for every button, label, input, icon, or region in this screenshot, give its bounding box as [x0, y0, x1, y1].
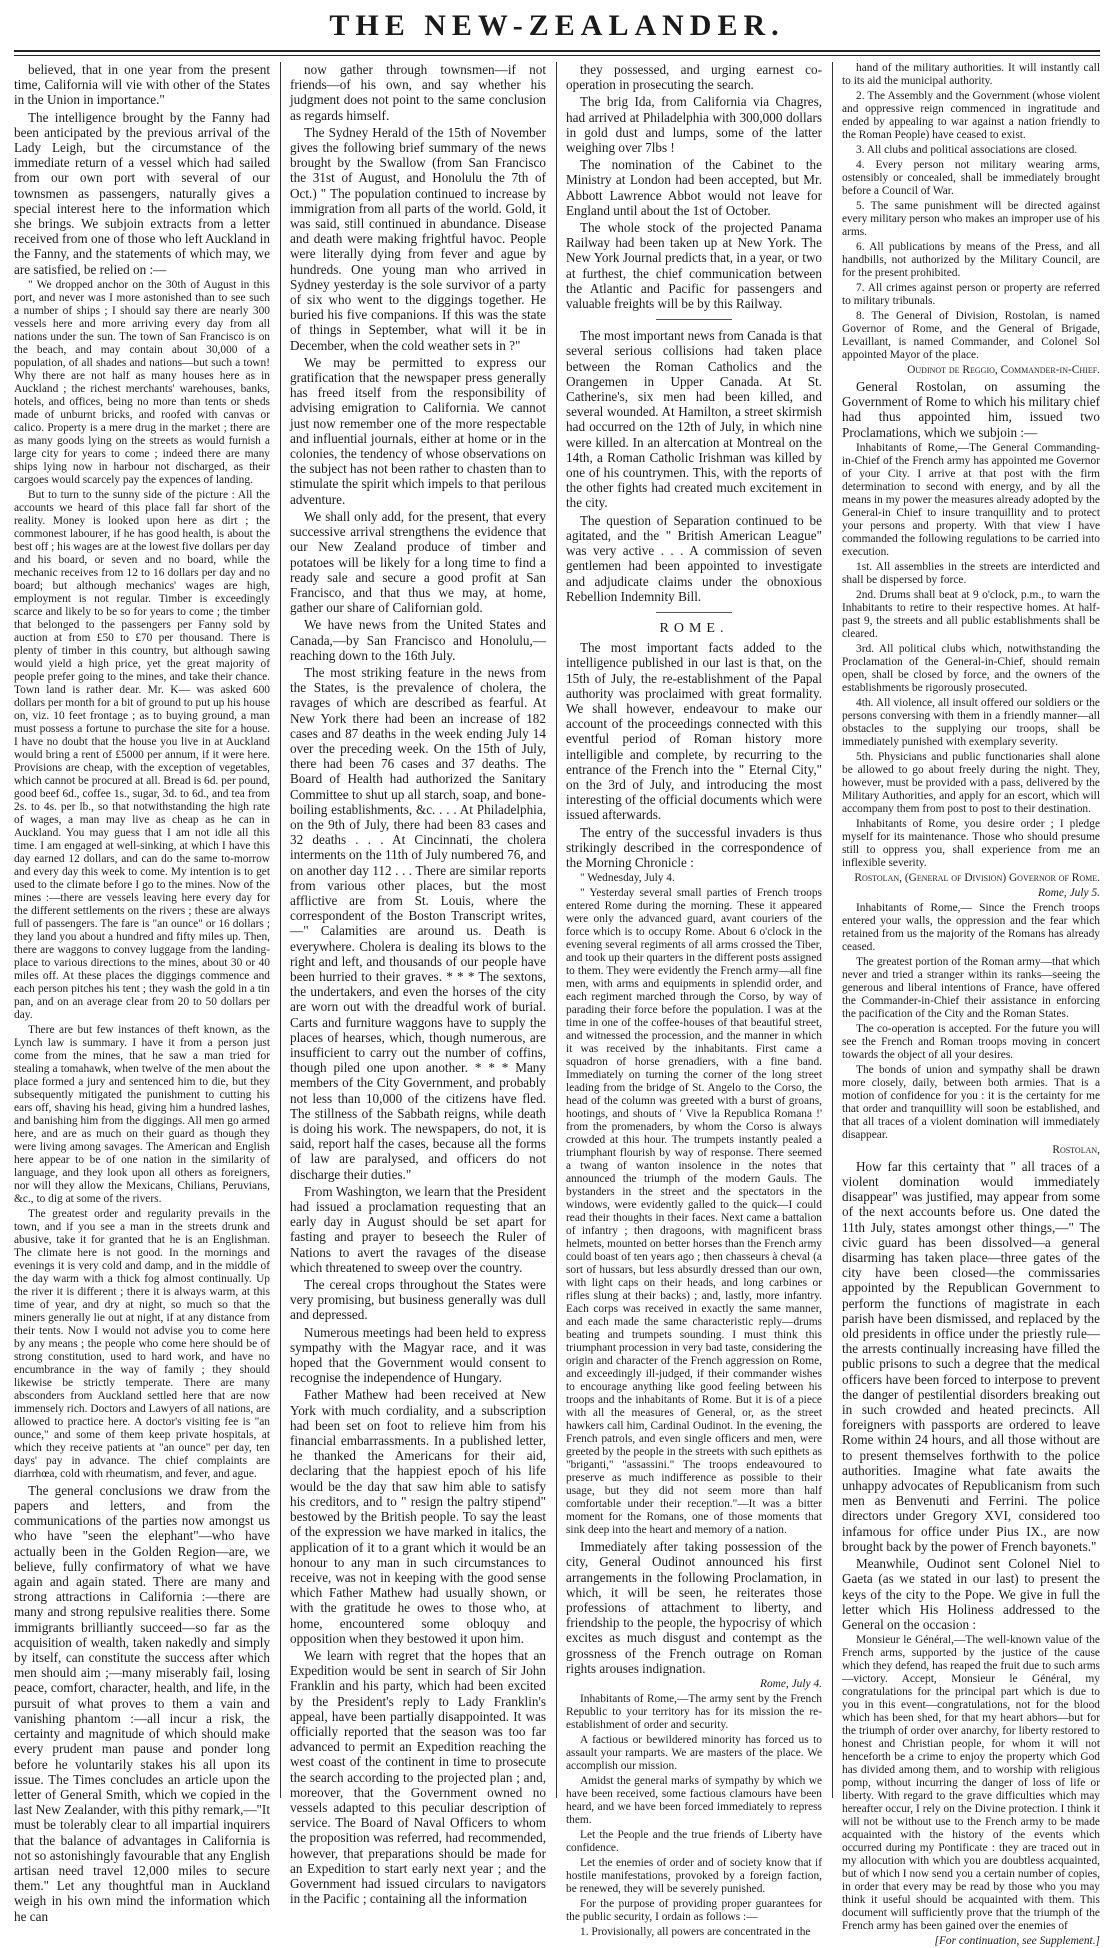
article-paragraph: We learn with regret that the hopes that an Expedition would be sent in search of Sir John Franklin and his party, which had been excited by the President's reply to Lady Franklin's appeal, have been partially disappointed. It was officially reported that the season was too far advanced to permit an Expedition reaching the west coast of the continent in time to prosecute the search according to the projected plan ; and, moreover, that the Government owned no vessels adapted to this peculiar description of service. The Board of Naval Officers to whom the proposition was referred, had recommended, however, that preparations should be made for an Expedition to start early next year ; and the Government had issued circulars to navigators in the Pacific ; containing all the information	[290, 1647, 546, 1907]
article-paragraph: The brig Ida, from California via Chagres, had arrived at Philadelphia with 300,000 dollars in gold dust and lumps, some of the latter weighing over 7lbs !	[566, 94, 822, 156]
article-paragraph: now gather through townsmen—if not friends—of his own, and say whether his judgment does not point to the same conclusion as regards himself.	[290, 62, 546, 123]
article-paragraph: Immediately after taking possession of the city, General Oudinot announced his first arrangements in the following Proclamation, in which, it will be seen, he reiterates those professions of attachment to liberty, and friendship to the people, the hypocrisy of which excites as much disgust and contempt as the grossness of the French outrage on Roman rights arouses indignation.	[566, 1539, 822, 1676]
article-paragraph: The most important facts added to the intelligence published in our last is that, on the 15th of July, the re-establishment of the Papal authority was proclaimed with great formality. We shall however, endeavour to make our account of the proceedings connected with this eventful period of Roman history more intelligible and complete, by recurring to the entrance of the French into the " Eternal City," on the 3rd of July, and introducing the most interesting of the official documents which were issued afterwards.	[566, 640, 822, 823]
article-paragraph: 5. The same punishment will be directed against every military person who makes an improper use of his arms.	[842, 200, 1100, 238]
article-paragraph: The greatest order and regularity prevails in the town, and if you see a man in the streets drunk and abusive, take it for granted that he is an Englishman. The climate here is not good. In the mornings and evenings it is very cold and damp, and in the middle of the day warm with a thick fog almost continually. Up the river it is different ; there it is always warm, at this time of year, and dry at night, so much so that the miners generally lie out at night, if at any distance from their tents. Now I would not advise you to come here by any means ; the people who come here should be of strong constitution, used to hard work, and have no encumbrance in the way of family ; they should likewise be strictly temperate. There are many absconders from Auckland settled here that are now immensely rich. Doctors and Lawyers of all nations, are allowed to practice here. A doctor's visiting fee is "an ounce," and some of them keep private hospitals, at which they receive patients at "an ounce" per day, ten days' pay in advance. The chief complaints are diarrhœa, cold with rheumatism, and fever, and ague.	[14, 1207, 270, 1480]
article-paragraph: There are but few instances of theft known, as the Lynch law is summary. I have it from a person just come from the mines, that he saw a man tried for stealing a tomahawk, when twelve of the men about the place formed a jury and sentenced him to die, but they subsequently mitigated the punishment to cutting his ears off, shaving his head, giving him a hundred lashes, and banishing him from the diggings. All men go armed here, and are as much on their guard as though they were living among savages. The American and English here appear to be of one nation in the similarity of language, and they look upon all others as foreigners, nor will they allow the Mexicans, Chilians, Peruvians, &c., to dig at some of the rivers.	[14, 1023, 270, 1205]
article-paragraph: How far this certainty that " all traces of a violent domination would immediately disappear" was justified, may appear from some of the next accounts before us. One dated the 11th July, states amongst other things,—" The civic guard has been dissolved—a general disarming has taken place—three gates of the city have been closed—the commissaries appointed by the Republican Government to perform the functions of magistrate in each parish have been dismissed, and replaced by the old presidents in office under the priestly rule—the arrests continually increasing have filled the public prisons to such a degree that the medical officers have been forced to interpose to prevent the danger of pestilential disorders breaking out in such crowded and heated precincts. All foreigners with passports are ordered to leave Rome within 24 hours, and all those without are to present themselves forthwith to the police authorities. Imagine what fate awaits the unhappy advocates of Republicanism from such men as Benvenuti and Ferrini. The police directors under Gregory XVI, considered too infamous for office under Pius IX., are now brought back by the power of French bayonets."	[842, 1158, 1100, 1554]
signature: Oudinot de Reggio, Commander-in-Chief.	[907, 364, 1100, 376]
column-1	[14, 62, 270, 1924]
article-paragraph: 3rd. All political clubs which, notwithstanding the Proclamation of the General-in-Chief, should remain open, shall be closed by force, and the owners of the establishments be rigorously prosecuted.	[842, 642, 1100, 694]
article-paragraph: Inhabitants of Rome, you desire order ; I pledge myself for its maintenance. Those who should presume still to oppress you, shall experience from me an inflexible severity.	[842, 817, 1100, 869]
article-paragraph: The most important news from Canada is that several serious collisions had taken place between the Roman Catholics and the Orangemen in Upper Canada. At St. Catherine's, six men had been killed, and several wounded. At Hamilton, a street skirmish had occurred on the 12th of July, in which nine were killed. In an altercation at Montreal on the 14th, a Roman Catholic Irishman was killed by one of his countrymen. This, with the reports of the other fights had created much excitement in the city.	[566, 328, 822, 511]
article-paragraph: 7. All crimes against person or property are referred to military tribunals.	[842, 282, 1100, 307]
article-paragraph: A factious or bewildered minority has forced us to assault your ramparts. We are masters of the place. We accomplish our mission.	[566, 1733, 822, 1772]
article-paragraph: " We dropped anchor on the 30th of August in this port, and never was I more astonished than to see such a number of ships ; I should say there are nearly 300 vessels here and more arriving every day from all nations under the sun. The town of San Francisco is on the beach, and may contain about 30,000 of a population, of all shades and nations—but such a town! Why there are not half as many houses here as in Auckland ; the richest merchants' warehouses, banks, hotels, and offices, being no more than tents or sheds made of unburnt bricks, and roofed with canvas or calico. Property is a mere drug in the market ; there are as many goods lying on the streets as would furnish a large city for years to come ; indeed there are many ships lying now in harbour not discharged, as their cargoes would scarcely pay the expences of landing.	[14, 278, 270, 486]
article-paragraph: " Wednesday, July 4.	[580, 872, 675, 885]
article-paragraph: The cereal crops throughout the States were very promising, but business generally was dull and depressed.	[290, 1277, 546, 1323]
article-paragraph: Inhabitants of Rome,—The army sent by the French Republic to your territory has for its mission the re-establishment of order and security.	[566, 1692, 822, 1731]
article-paragraph: Amidst the general marks of sympathy by which we have been received, some factious clamours have been heard, and we have been forced immediately to repress them.	[566, 1774, 822, 1826]
article-paragraph: Inhabitants of Rome,—The General Commanding-in-Chief of the French army has appointed me Governor of your City. I arrive at that post with the firm determination to second with energy, and by all the means in my power the measures already adopted by the General-in Chief to insure tranquillity and to protect your persons and property. With that view I have commanded the following regulations to be carried into execution.	[842, 441, 1100, 558]
article-paragraph: 1st. All assemblies in the streets are interdicted and shall be dispersed by force.	[842, 560, 1100, 586]
article-paragraph: For the purpose of providing proper guarantees for the public security, I ordain as follows :—	[566, 1897, 822, 1923]
masthead-rule	[14, 50, 1100, 52]
masthead-rule-thin	[14, 55, 1100, 56]
article-paragraph: 4. Every person not military wearing arms, ostensibly or concealed, shall be immediately brought before a Council of War.	[842, 159, 1100, 197]
newspaper-title: THE NEW-ZEALANDER.	[329, 9, 785, 42]
article-paragraph: " Yesterday several small parties of French troops entered Rome during the morning. These it appeared were only the advanced guard, avant couriers of the force which is to occupy Rome. About 6 o'clock in the evening several regiments of all arms crossed the Tiber, and took up their quarters in the different posts assigned to them. They were evidently the French army—all fine men, with arms and equipments in splendid order, and each regiment marched through the Corso, by way of parading their force before the population. I was at the time in one of the coffee-houses of that beautiful street, and witnessed the procession, and the manner in which it was received by the inhabitants. First came a squadron of horse grenadiers, with a fine band. Immediately on turning the corner of the long street leading from the bridge of St. Angelo to the Corso, the head of the column was greeted with a burst of groans, hootings, and shouts of ' Vive la Republica Romana !' from the promenaders, by whom the Corso is always crowded at this hour. The trumpets instantly pealed a triumphant flourish by way of response. There seemed a twang of wanton insolence in the notes that announced the triumph of the modern Gauls. The bystanders in the street and the spectators in the windows, were evidently galled to the quick—I could read their thoughts in their faces. Next came a battalion of infantry ; then dragoons, with magnificent brass helmets, mounted on better horses than the French army could boast of ten years ago ; then chasseurs à cheval (a sort of hussars, but less absurdly dressed than our own, with light caps on their heads, and long carbines or rifles slung at their backs) ; and, lastly, more infantry. Each corps was received in exactly the same manner, and each made the same characteristic reply—drums beating and trumpets sounding. I must think this triumphant procession in very bad taste, considering the origin and character of the French aggression on Rome, and exceedingly ill-judged, if their commander wishes to encourage anything like good feeling between his troops and the inhabitants of Rome. But it is of a piece with all the measures of General, or, as the street hawkers call him, Cardinal Oudinot. In the evening, the French patrols, and even single officers and men, were greeted by the people in the streets with such epithets as "briganti," "assassini." The troops endeavoured to preserve as much indifference as possible to their usage, but they did not seem more than half comfortable under their reception."—It was a bitter moment for the Romans, one of those moments that sink deep into the heart and memory of a nation.	[566, 887, 822, 1537]
column-divider	[556, 62, 557, 1798]
article-paragraph: The entry of the successful invaders is thus strikingly described in the correspondence of the Morning Chronicle :	[566, 824, 822, 870]
column-2	[290, 62, 546, 1907]
article-paragraph: 5th. Physicians and public functionaries shall alone be allowed to go about freely during the night. They, however, must be provided with a pass, delivered by the Military Authorities, and apply for an escort, which will accompany them from post to post to their destination.	[842, 750, 1100, 815]
column-3	[566, 62, 822, 1938]
article-paragraph: they possessed, and urging earnest co-operation in prosecuting the search.	[566, 62, 822, 93]
article-paragraph: General Rostolan, on assuming the Government of Rome to which his military chief had thus appointed him, issued two Proclamations, which we subjoin :—	[842, 379, 1100, 440]
article-paragraph: 2. The Assembly and the Government (whose violent and oppressive reign commenced in ingratitude and ended by appealing to war against a nation friendly to the Roman People) have ceased to exist.	[842, 90, 1100, 141]
section-divider	[656, 612, 733, 613]
article-paragraph: Meanwhile, Oudinot sent Colonel Niel to Gaeta (as we stated in our last) to present the keys of the city to the Pope. We give in full the letter which His Holiness addressed to the General on the occasion :	[842, 1556, 1100, 1632]
article-paragraph: The general conclusions we draw from the papers and letters, and from the communications of the parties now amongst us who have "seen the elephant"—who have actually been in the Golden Region—are, we believe, fully confirmatory of what we have again and again stated. There are many and strong attractions in California :—there are many and strong repulsive realities there. Some immigrants brilliantly succeed—so far as the acquisition of wealth, taken nakedly and simply by itself, can constitute the success after which men should aim ;—many miserably fail, losing peace, comfort, character, health, and life, in the pursuit of what proves to them a vain and vanishing phantom :—all incur a risk, the certainty and magnitude of which should make every prudent man pause and ponder long before he voluntarily stakes his all upon its issue. The Times concludes an article upon the letter of General Smith, which we copied in the last New Zealander, with this pithy remark,—"It must be tolerably clear to all impartial inquirers that the balance of advantages in California is not so astonishingly favourable that any English artisan need travel 12,000 miles to secure them." Let any thoughtful man in Auckland weigh in his own mind the information which he can	[14, 1482, 270, 1924]
article-paragraph: The most striking feature in the news from the States, is the prevalence of cholera, the ravages of which are described as fearful. At New York there had been an increase of 182 cases and 87 deaths in the week ending July 14 over the preceding week. On the 15th of July, there had been 76 cases and 37 deaths. The Board of Health had authorized the Sanitary Committee to shut up all starch, soap, and bone-boiling establishments, &c. . . . At Philadelphia, on the 9th of July, there had been 83 cases and 32 deaths . . . At Cincinnati, the cholera interments on the 11th of July numbered 76, and on another day 112 . . . There are similar reports from various other places, but the most afflictive are from St. Louis, where the correspondent of the Boston Transcript writes,—" Calamities are around us. Death is everywhere. Cholera is dealing its blows to the right and left, and thousands of our people have been hurried to their graves. * * * The sextons, the undertakers, and even the horses of the city are worn out with the dreadful work of burial. Carts and furniture waggons have to supply the places of hearses, which, though numerous, are insufficient to carry out the number of coffins, though piled one upon another. * * * Many members of the City Government, and probably not less than 10,000 of the citizens have fled. The stillness of the Sabbath reigns, while death is doing his work. The newspapers, do not, it is said, report half the cases, because all the forms of law are paralysed, and officers do not discharge their duties."	[290, 664, 546, 1182]
article-paragraph: Father Mathew had been received at New York with much cordiality, and a subscription had been set on foot to relieve him from his financial embarrassments. In a published letter, he thanked the Americans for their aid, declaring that the happiest epoch of his life would be the day that saw him able to satisfy his creditors, and to " resign the paltry stipend" bestowed by the British people. To say the least of the expression we have marked in italics, the application of it to a grant which it would be an honour to any man in such circumstances to receive, was not in keeping with the good sense which Father Mathew had usually shown, or with the gratitude he owes to those who, at home, encountered some obloquy and opposition when they bestowed it upon him.	[290, 1387, 546, 1646]
column-divider	[280, 62, 281, 1798]
article-paragraph: The intelligence brought by the Fanny had been anticipated by the previous arrival of the Lady Leigh, but the circumstance of the immediate return of a vessel which had sailed from our own port with several of our townsmen as passengers, naturally gives a special interest here to the information which she brings. We subjoin extracts from a letter received from one of those who left Auckland in the Fanny, and the statements of which may, we are satisfied, be relied on :—	[14, 109, 270, 277]
article-paragraph: Let the enemies of order and of society know that if hostile manifestations, provoked by a foreign faction, be renewed, they will be severely punished.	[566, 1856, 822, 1895]
article-paragraph: Monsieur le Général,—The well-known value of the French arms, supported by the justice of the cause which they defend, has reaped the fruit due to such arms—victory. Accept, Monsieur le Général, my congratulations for the principal part which is due to you in this event—congratulations, not for the blood which has been shed, for that my heart abhors—but for the triumph of order over anarchy, for liberty restored to honest and Christian people, for whom it will not henceforth be a crime to enjoy the property which God has divided among them, and to worship with religious pomp, without incurring the danger of loss of life or liberty. With regard to the grave difficulties which may hereafter occur, I rely on the Divine protection. I think it will not be without use to the French army to be made acquainted with the history of the events which occurred during my Pontificate : they are traced out in my allocution with which you are doubtless acquainted, but of which I now send you a certain number of copies, in order that every may be read by those who you may think it useful should be acquainted with them. This document will sufficiently prove that the triumph of the French army has been gained over the enemies of	[842, 1634, 1100, 1933]
section-divider	[656, 319, 733, 320]
column-divider	[832, 62, 833, 1798]
article-paragraph: believed, that in one year from the present time, California will vie with other of the States in the Union in importance."	[14, 62, 270, 108]
article-paragraph: 3. All clubs and political associations are closed.	[856, 144, 1078, 156]
article-paragraph: From Washington, we learn that the President had issued a proclamation requesting that an early day in August should be set apart for fasting and prayer to beseech the Ruler of Nations to avert the ravages of the disease which threatened to sweep over the country.	[290, 1183, 546, 1275]
article-paragraph: The whole stock of the projected Panama Railway had been taken up at New York. The New York Journal predicts that, in a year, or two at furthest, the chief communication between the Atlantic and Pacific for passengers and valuable freights will be by this Railway.	[566, 220, 822, 312]
article-paragraph: 6. All publications by means of the Press, and all handbills, not authorized by the Military Council, are for the present prohibited.	[842, 241, 1100, 279]
article-paragraph: 2nd. Drums shall beat at 9 o'clock, p.m., to warn the Inhabitants to retire to their respective homes. At half-past 9, the streets and all public establishments shall be cleared.	[842, 588, 1100, 640]
signature: Rostolan,	[1052, 1143, 1100, 1156]
article-paragraph: We may be permitted to express our gratification that the newspaper press generally has freed itself from the responsibility of advising emigration to California. We cannot just now remember one of the more respectable and influential journals, either at home or in the colonies, the tendency of whose observations on the subject has not been rather to chasten than to stimulate the spirit which impels to that perilous adventure.	[290, 354, 546, 507]
article-paragraph: 8. The General of Division, Rostolan, is named Governor of Rome, and the General of Brigade, Levaillant, is named Commander, and Colonel Sol appointed Mayor of the place.	[842, 310, 1100, 361]
masthead	[0, 6, 1114, 46]
article-paragraph: The greatest portion of the Roman army—that which never and tried a stranger within its ranks—seeing the generous and liberal intentions of France, have offered the Commander-in-Chief their assistance in enforcing the pacification of the City and the Roman States.	[842, 955, 1100, 1020]
article-paragraph: The bonds of union and sympathy shall be drawn more closely, daily, between both armies. That is a motion of confidence for you : it is the certainty for me that order and tranquillity will soon be established, and that all traces of a violent domination will immediately disappear.	[842, 1063, 1100, 1141]
article-paragraph: The Sydney Herald of the 15th of November gives the following brief summary of the news brought by the Swallow (from San Francisco the 31st of August, and Honolulu the 7th of Oct.) " The population continued to increase by immigration from all parts of the world. Gold, it was said, still continued in abundance. Disease and death were making frightful havoc. People were literally dying from fever and ague by hundreds. One young man who arrived in Sydney yesterday is the sole survivor of a party of six who went to the diggings together. He buried his five companions. If this was the state of things in September, what will it be in December, when the cold weather sets in ?"	[290, 124, 546, 353]
article-paragraph: 4th. All violence, all insult offered our soldiers or the persons conversing with them in a friendly manner—all obstacles to the supplying our troops, shall be immediately punished with exemplary severity.	[842, 696, 1100, 748]
signature: Rostolan, (General of Division) Governor of Rome.	[854, 871, 1100, 884]
article-paragraph: hand of the military authorities. It will instantly call to its aid the municipal authority.	[842, 62, 1100, 87]
article-paragraph: Let the People and the true friends of Liberty have confidence.	[566, 1828, 822, 1854]
column-4	[842, 62, 1100, 1948]
article-paragraph: Numerous meetings had been held to express sympathy with the Magyar race, and it was hoped that the Government would consent to recognise the independence of Hungary.	[290, 1324, 546, 1386]
article-paragraph: The question of Separation continued to be agitated, and the " British American League" was very active . . . A commission of seven gentlemen had been appointed to investigate and adjudicate claims under the obnoxious Rebellion Indemnity Bill.	[566, 512, 822, 604]
article-paragraph: We shall only add, for the present, that every successive arrival strengthens the evidence that our New Zealand produce of timber and potatoes will be likely for a long time to find a ready sale and secure a good profit at San Francisco, and that thus we may, at home, gather our share of Californian gold.	[290, 508, 546, 616]
article-paragraph: Inhabitants of Rome,— Since the French troops entered your walls, the oppression and the fear which retained from us the majority of the Romans has already ceased.	[842, 901, 1100, 953]
article-paragraph: 1. Provisionally, all powers are concentrated in the	[580, 1925, 811, 1938]
article-paragraph: The co-operation is accepted. For the future you will see the French and Roman troops moving in concert towards the object of all your desires.	[842, 1022, 1100, 1061]
article-paragraph: We have news from the United States and Canada,—by San Francisco and Honolulu,—reaching down to the 16th July.	[290, 617, 546, 663]
article-paragraph: Rome, July 5.	[1038, 886, 1100, 899]
article-paragraph: The nomination of the Cabinet to the Ministry at London had been accepted, but Mr. Abbott Lawrence Abbot would not leave for England until about the 1st of October.	[566, 157, 822, 218]
article-paragraph: But to turn to the sunny side of the picture : All the accounts we heard of this place fall far short of the reality. Money is looked upon here as dirt ; the commonest labourer, if he has good health, is about the best off ; his wages are at the lowest five dollars per day and his board, or seven and no board, while the mechanic receives from 12 to 16 dollars per day and no board; but although mechanics' wages are high, employment is not regular. Timber is exceedingly scarce and likely to be so for years to come ; the timber that belonged to the passengers per Fanny sold by auction at from £50 to £70 per thousand. There is plenty of timber in this country, but although sawing would yield a high price, yet the great majority of people prefer going to the mines, and take their chance. Town land is rather dear. Mr. K— was asked 600 dollars per month for a bit of ground to put up his house on, viz. 10 feet frontage ; as to buying ground, a man must possess a fortune to purchase the site for a house. I have no doubt that the house you live in at Auckland would bring a rent of £5000 per annum, if it were here. Provisions are cheap, with the exception of vegetables, which cannot be procured at all. Bread is 6d. per pound, good beef 6d., coffee 1s., sugar, 3d. to 6d., and tea from 2s. to 4s. per lb., so that notwithstanding the high rate of wages, a man may live as cheap as he can in Auckland. You may guess that I am not idle all this time. I am engaged at well-sinking, at which I have this day earned 12 dollars, and can do the same to-morrow and every day this week to come. My intention is to get used to the climate before I go to the mines. Now of the mines :—there are vessels leaving here every day for the different settlements on the rivers ; these are always full of passengers. The fare is "an ounce" or 16 dollars ; they land you about a hundred and fifty miles up. Then, there are waggons to convey luggage from the landing-place to various directions to the mines, about 30 or 40 miles off. At these places the diggings commence and each person pitches his tent ; they wash the gold in a tin pan, and on an average clear from 20 to 50 dollars per day.	[14, 488, 270, 1021]
section-heading: ROME.	[659, 620, 729, 636]
article-paragraph: Rome, July 4.	[760, 1677, 822, 1690]
article-paragraph: [For continuation, see Supplement.]	[934, 1935, 1100, 1948]
